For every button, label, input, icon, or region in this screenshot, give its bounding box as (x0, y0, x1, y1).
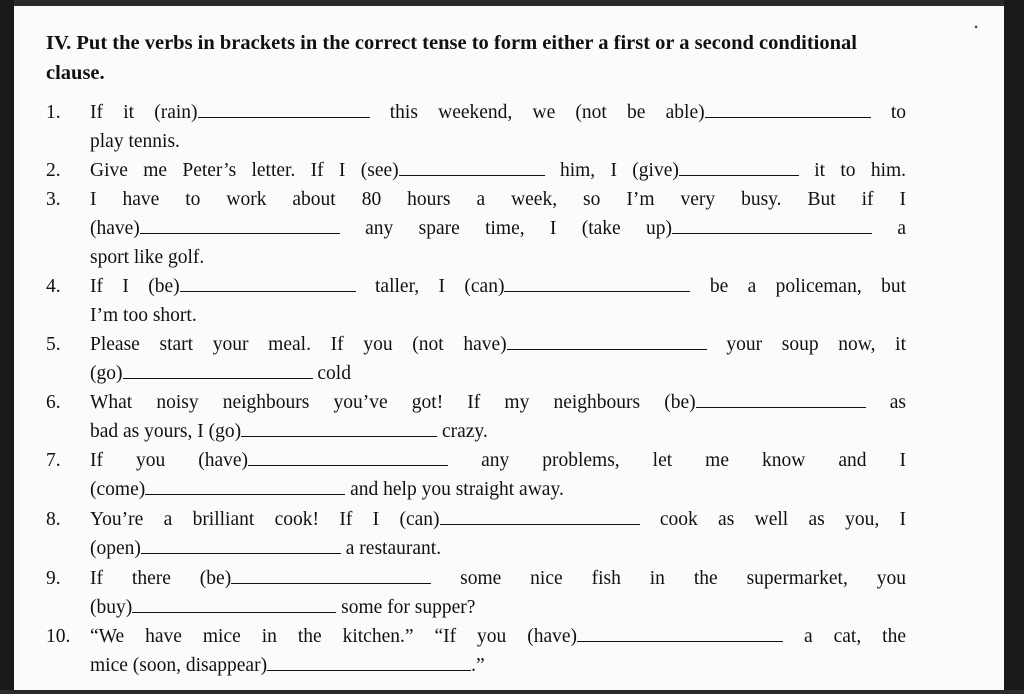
item-text: your soup now, it (726, 334, 907, 355)
item-number: 10. (46, 626, 71, 647)
item-number: 7. (46, 450, 61, 471)
answer-blank[interactable] (140, 216, 340, 234)
item-text: If it (rain) (90, 102, 198, 123)
answer-blank[interactable] (696, 390, 866, 408)
item-line-1 (90, 622, 906, 651)
item-text: a restaurant. (345, 538, 442, 559)
item-line-3: sport like golf. (90, 247, 205, 268)
item-text: Give me Peter’s letter. If I (see) (90, 160, 399, 181)
item-line-1 (90, 446, 906, 475)
item-text: .” (471, 655, 485, 676)
item-line-2 (90, 593, 906, 622)
item-text: some nice fish in the supermarket, you (460, 568, 906, 589)
item-text: any spare time, I (take up) (365, 218, 673, 239)
answer-blank[interactable] (267, 653, 471, 671)
item-text: (open) (90, 538, 141, 559)
answer-blank[interactable] (440, 507, 640, 525)
item-number: 2. (46, 160, 61, 181)
answer-blank[interactable] (241, 419, 437, 437)
item-text: What noisy neighbours you’ve got! If my neighbours (be) (90, 392, 696, 413)
window-frame-bottom (0, 690, 1024, 694)
answer-blank[interactable] (679, 158, 799, 176)
item-text: If I (be) (90, 276, 180, 297)
item-text: a cat, the (804, 626, 906, 647)
item-text: some for supper? (341, 597, 476, 618)
corner-mark: • (974, 20, 979, 34)
answer-blank[interactable] (141, 536, 341, 554)
item-text: (have) (90, 218, 140, 239)
item-number: 5. (46, 334, 61, 355)
answer-blank[interactable] (132, 595, 336, 613)
item-text: any problems, let me know and I (481, 450, 906, 471)
item-line-1 (90, 98, 906, 127)
answer-blank[interactable] (672, 216, 872, 234)
item-text: (buy) (90, 597, 133, 618)
item-line-1 (90, 272, 906, 301)
item-line-1 (90, 564, 906, 593)
answer-blank[interactable] (145, 477, 345, 495)
item-number: 9. (46, 568, 61, 589)
item-text: this weekend, we (not be able) (389, 102, 705, 123)
item-number: 6. (46, 392, 61, 413)
answer-blank[interactable] (577, 624, 783, 642)
item-line-1 (90, 388, 906, 417)
item-text: cook as well as you, I (659, 509, 907, 530)
answer-blank[interactable] (248, 448, 448, 466)
item-text: cold (317, 363, 351, 384)
item-text: crazy. (441, 421, 488, 442)
item-text: it to him. (814, 160, 907, 181)
answer-blank[interactable] (399, 158, 545, 176)
item-text: be a policeman, but (709, 276, 906, 297)
item-text: bad as yours, I (go) (90, 421, 242, 442)
item-line-2 (90, 359, 906, 388)
answer-blank[interactable] (231, 566, 431, 584)
item-line-1 (90, 156, 906, 185)
answer-blank[interactable] (123, 361, 313, 379)
window-frame-left (0, 0, 14, 694)
answer-blank[interactable] (705, 100, 871, 118)
item-line-2 (90, 534, 906, 563)
item-text: taller, I (can) (375, 276, 505, 297)
item-text: (go) (90, 363, 123, 384)
item-line-2 (90, 214, 906, 243)
item-line-2: play tennis. (90, 131, 180, 152)
item-line-1 (90, 330, 906, 359)
item-text: “We have mice in the kitchen.” “If you (have) (90, 626, 578, 647)
item-text: You’re a brilliant cook! If I (can) (90, 509, 440, 530)
answer-blank[interactable] (198, 100, 370, 118)
item-line-1: I have to work about 80 hours a week, so I’m very busy. But if I (90, 189, 906, 210)
exercise-heading: IV. Put the verbs in brackets in the correct tense to form either a first or a second conditional clause. (46, 32, 857, 84)
item-text: as (889, 392, 906, 413)
item-line-2 (90, 417, 906, 446)
window-frame-right (1004, 0, 1024, 694)
item-line-2 (90, 651, 906, 680)
item-text: him, I (give) (559, 160, 679, 181)
answer-blank[interactable] (504, 274, 690, 292)
item-number: 4. (46, 276, 61, 297)
item-text: If you (have) (90, 450, 249, 471)
item-text: a (897, 218, 907, 239)
item-number: 8. (46, 509, 61, 530)
item-text: If there (be) (90, 568, 232, 589)
item-text: to (890, 102, 906, 123)
answer-blank[interactable] (180, 274, 356, 292)
item-number: 1. (46, 102, 61, 123)
item-line-1 (90, 505, 906, 534)
item-text: mice (soon, disappear) (90, 655, 268, 676)
item-text: Please start your meal. If you (not have) (90, 334, 507, 355)
item-line-2 (90, 475, 906, 504)
item-text: (come) (90, 479, 146, 500)
item-line-2: I’m too short. (90, 305, 197, 326)
answer-blank[interactable] (507, 332, 707, 350)
item-number: 3. (46, 189, 61, 210)
item-text: and help you straight away. (350, 479, 564, 500)
